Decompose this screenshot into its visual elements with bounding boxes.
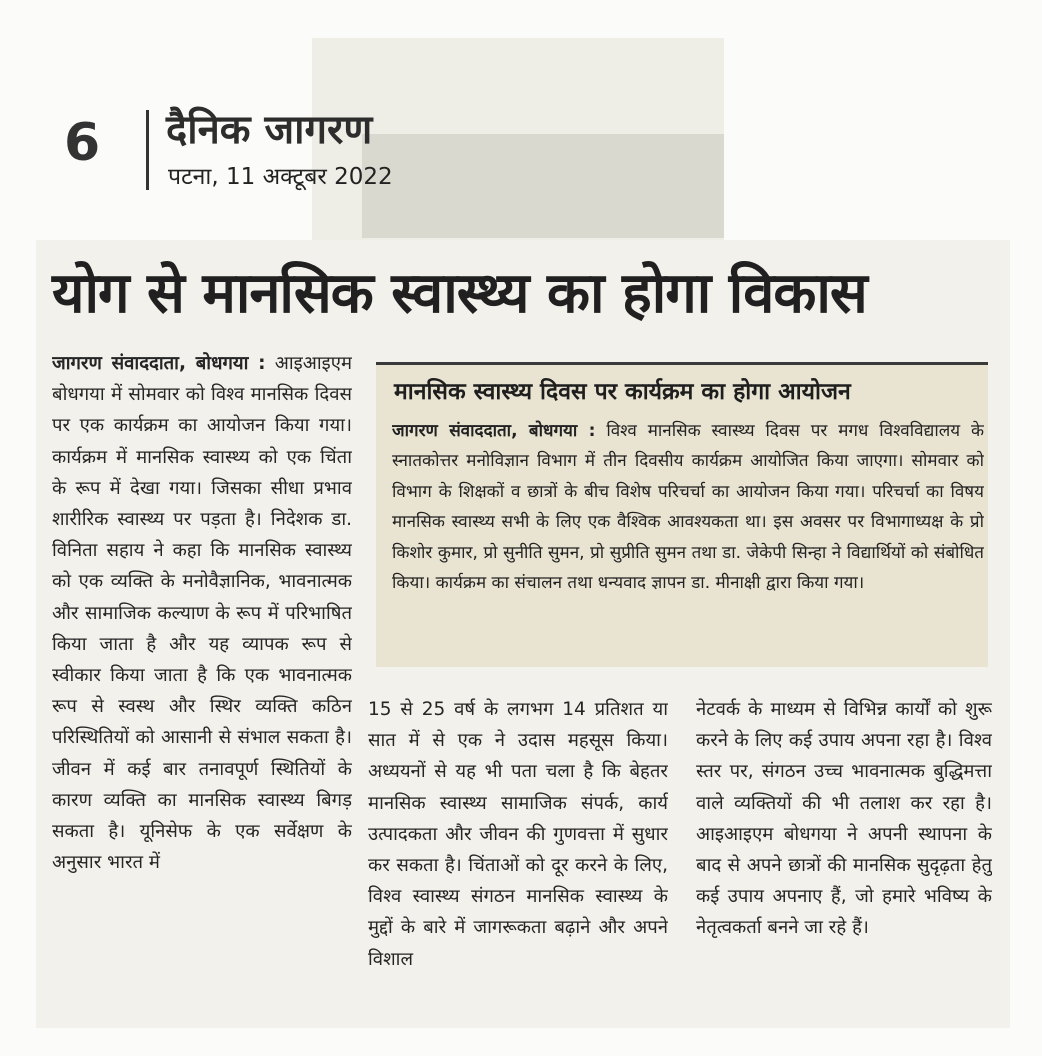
sidebar-title: मानसिक स्वास्थ्य दिवस पर कार्यक्रम का होगा आयोजन	[394, 379, 851, 405]
page-number: 6	[64, 113, 101, 173]
newspaper-name: दैनिक जागरण	[166, 107, 373, 153]
masthead-band	[362, 134, 724, 238]
sidebar-text: विश्व मानसिक स्वास्थ्य दिवस पर मगध विश्वविद्यालय के स्नातकोत्तर मनोविज्ञान विभाग में तीन दिवसीय कार्यक्रम आयोजित किया जाएगा। सोमवार को विभाग के शिक्षकों व छात्रों के बीच विशेष परिचर्चा का आयोजन किया गया। परिचर्चा का विषय मानसिक स्वास्थ्य सभी के लिए एक वैश्विक आवश्यकता था। इस अवसर पर विभागाध्यक्ष के प्रो किशोर कुमार, प्रो सुनीति सुमन, प्रो सुप्रीति सुमन तथा डा. जेकेपी सिन्हा ने विद्यार्थियों को संबोधित किया। कार्यक्रम का संचालन तथा धन्यवाद ज्ञापन डा. मीनाक्षी द्वारा किया गया।	[392, 421, 984, 594]
sidebar-dateline: जागरण संवाददाता, बोधगया :	[392, 421, 596, 441]
article-middle-column: 15 से 25 वर्ष के लगभग 14 प्रतिशत या सात में से एक ने उदास महसूस किया। अध्ययनों से यह भी पता चला है कि बेहतर मानसिक स्वास्थ्य सामाजिक संपर्क, कार्य उत्पादकता और जीवन की गुणवत्ता में सुधार कर सकता है। चिंताओं को दूर करने के लिए, विश्व स्वास्थ्य संगठन मानसिक स्वास्थ्य के मुद्दों के बारे में जागरूकता बढ़ाने और अपने विशाल	[368, 699, 668, 970]
masthead-divider	[146, 110, 149, 190]
masthead	[312, 38, 724, 242]
article-left-text: आइआइएम बोधगया में सोमवार को विश्व मानसिक दिवस पर एक कार्यक्रम का आयोजन किया गया। कार्यक्रम में मानसिक स्वास्थ्य को एक चिंता के रूप में देखा गया। जिसका सीधा प्रभाव शारीरिक स्वास्थ्य पर पड़ता है। निदेशक डा. विनिता सहाय ने कहा कि मानसिक स्वास्थ्य को एक व्यक्ति के मनोवैज्ञानिक, भावनात्मक और सामाजिक कल्याण के रूप में परिभाषित किया जाता है और यह व्यापक रूप से स्वीकार किया जाता है कि एक भावनात्मक रूप से स्वस्थ और स्थिर व्यक्ति कठिन परिस्थितियों को आसानी से संभाल सकता है। जीवन में कई बार तनावपूर्ण स्थितियों के कारण व्यक्ति का मानसिक स्वास्थ्य बिगड़ सकता है। यूनिसेफ के एक सर्वेक्षण के अनुसार भारत में	[52, 353, 352, 874]
article-right-column: नेटवर्क के माध्यम से विभिन्न कार्यों को शुरू करने के लिए कई उपाय अपना रहा है। विश्व स्तर पर, संगठन उच्च भावनात्मक बुद्धिमत्ता वाले व्यक्तियों की भी तलाश कर रहा है। आइआइएम बोधगया ने अपनी स्थापना के बाद से अपने छात्रों की मानसिक सुदृढ़ता हेतु कई उपाय अपनाए हैं, जो हमारे भविष्य के नेतृत्वकर्ता बनने जा रहे हैं।	[696, 699, 992, 939]
edition-date: पटना, 11 अक्टूबर 2022	[168, 164, 393, 190]
article-dateline: जागरण संवाददाता, बोधगया :	[52, 353, 266, 374]
article-left-column	[52, 348, 352, 1008]
sidebar-body	[392, 416, 984, 660]
article-headline: योग से मानसिक स्वास्थ्य का होगा विकास	[52, 261, 867, 326]
